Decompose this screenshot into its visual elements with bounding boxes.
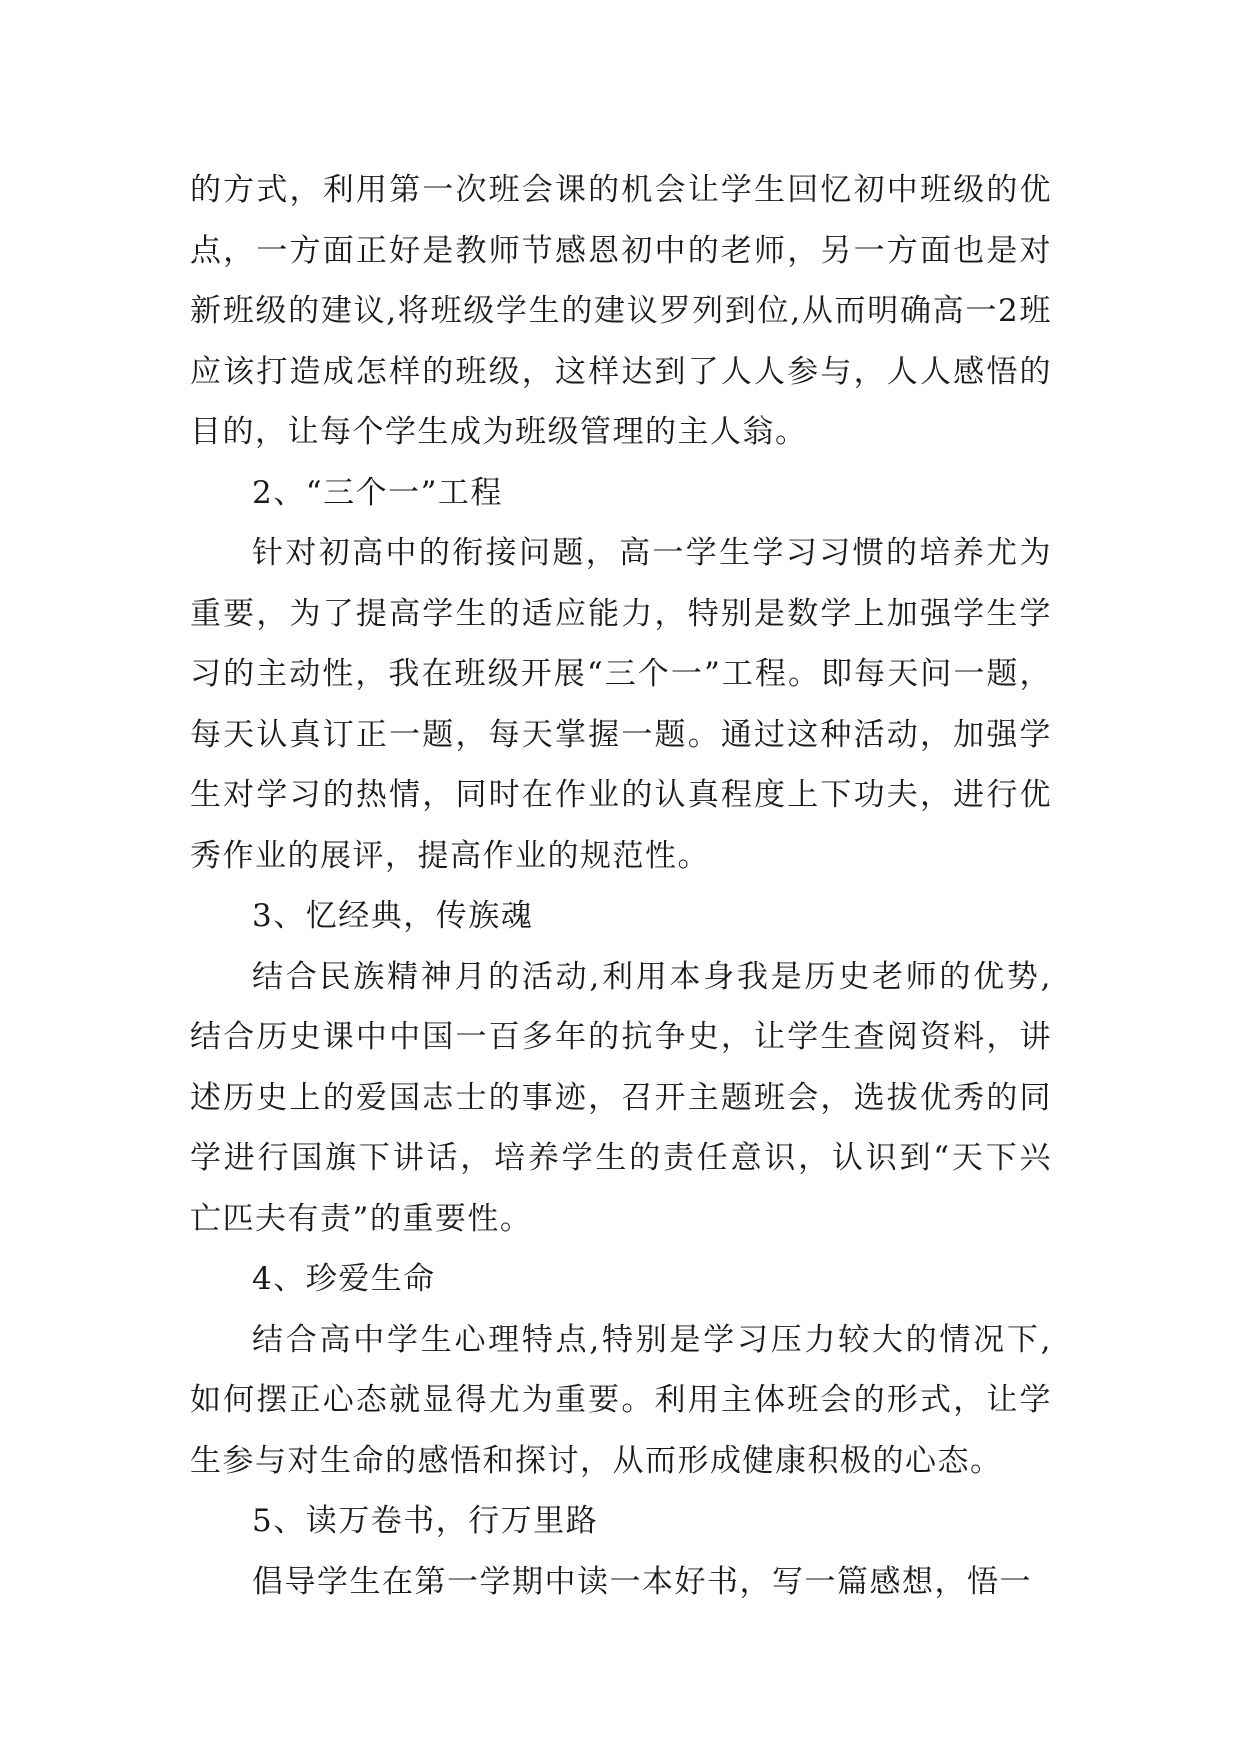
paragraph-three-ones-project: 针对初高中的衔接问题，高一学生学习习惯的培养尤为重要，为了提高学生的适应能力，特别是数学上加强学生学习的主动性，我在班级开展“三个一”工程。即每天问一题，每天认真订正一题，每天掌握一题。通过这种活动，加强学生对学习的热情，同时在作业的认真程度上下功夫，进行优秀作业的展评，提高作业的规范性。 — [190, 535, 1052, 874]
paragraph-classics-national-spirit: 结合民族精神月的活动,利用本身我是历史老师的优势,结合历史课中中国一百多年的抗争史，让学生查阅资料，讲述历史上的爱国志士的事迹，召开主题班会，选拔优秀的同学进行国旗下讲话，培养学生的责任意识，认识到“天下兴亡匹夫有责”的重要性。 — [190, 958, 1052, 1237]
heading-three-ones-project: 2、“三个一”工程 — [252, 474, 503, 511]
heading-cherish-life: 4、珍爱生命 — [252, 1261, 436, 1297]
heading-read-and-travel: 5、读万卷书，行万里路 — [252, 1503, 599, 1539]
paragraph-read-and-travel: 倡导学生在第一学期中读一本好书，写一篇感想，悟一 — [252, 1563, 1032, 1600]
paragraph-class-meeting: 的方式，利用第一次班会课的机会让学生回忆初中班级的优点，一方面正好是教师节感恩初中的老师，另一方面也是对新班级的建议,将班级学生的建议罗列到位,从而明确高一2班应该打造成怎样的班级，这样达到了人人参与，人人感悟的目的，让每个学生成为班级管理的主人翁。 — [190, 172, 1052, 450]
paragraph-cherish-life: 结合高中学生心理特点,特别是学习压力较大的情况下,如何摆正心态就显得尤为重要。利用主体班会的形式，让学生参与对生命的感悟和探讨，从而形成健康积极的心态。 — [190, 1321, 1052, 1479]
document-page — [190, 160, 1052, 1612]
heading-classics-national-spirit: 3、忆经典，传族魂 — [252, 898, 534, 934]
